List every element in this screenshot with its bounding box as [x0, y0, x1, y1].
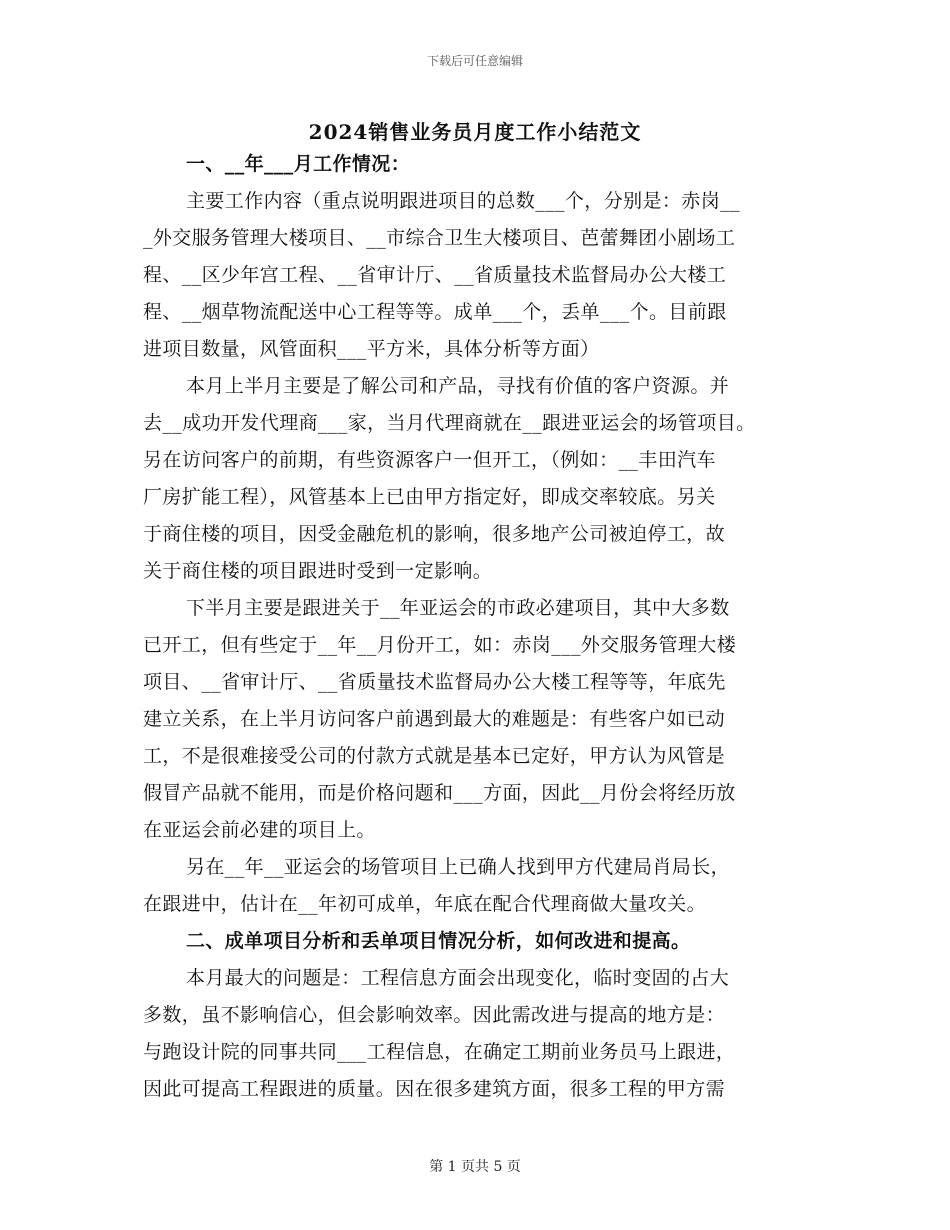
body-text-line: 于商住楼的项目，因受金融危机的影响，很多地产公司被迫停工，故	[143, 523, 726, 545]
body-text-line: 另在访问客户的前期，有些资源客户一但开工，（例如：__丰田汽车	[143, 449, 716, 471]
body-text-line: 工，不是很难接受公司的付款方式就是基本已定好，甲方认为风管是	[143, 745, 726, 767]
section-heading: 一、__年___月工作情况：	[186, 153, 411, 175]
body-text-line: 程、__烟草物流配送中心工程等等。成单___个，丢单___个。目前跟	[143, 301, 727, 323]
body-text-line: 多数，虽不影响信心，但会影响效率。因此需改进与提高的地方是：	[143, 1004, 726, 1026]
body-text-line: 项目、__省审计厅、__省质量技术监督局办公大楼工程等等，年底先	[143, 671, 726, 693]
body-text-line: _外交服务管理大楼项目、__市综合卫生大楼项目、芭蕾舞团小剧场工	[143, 227, 736, 249]
body-text-line: 程、__区少年宫工程、__省审计厅、__省质量技术监督局办公大楼工	[143, 264, 727, 286]
body-text-line: 主要工作内容（重点说明跟进项目的总数___个，分别是：赤岗__	[186, 190, 740, 212]
body-text-line: 已开工，但有些定于__年__月份开工，如：赤岗___外交服务管理大楼	[143, 634, 737, 656]
body-text-line: 厂房扩能工程），风管基本上已由甲方指定好，即成交率较底。另关	[143, 486, 716, 508]
body-text-line: 另在__年__亚运会的场管项目上已确人找到甲方代建局肖局长，	[186, 856, 731, 878]
document-body	[143, 146, 819, 1108]
body-text-line: 建立关系，在上半月访问客户前遇到最大的难题是：有些客户如已动	[143, 708, 726, 730]
body-text-line: 下半月主要是跟进关于__年亚运会的市政必建项目，其中大多数	[186, 597, 730, 619]
body-text-line: 进项目数量，风管面积___平方米，具体分析等方面）	[143, 338, 600, 360]
body-text-line: 因此可提高工程跟进的质量。因在很多建筑方面，很多工程的甲方需	[143, 1078, 726, 1100]
body-text-line: 关于商住楼的项目跟进时受到一定影响。	[143, 560, 493, 582]
section-heading: 二、成单项目分析和丢单项目情况分析，如何改进和提高。	[186, 930, 691, 952]
body-text-line: 本月上半月主要是了解公司和产品，寻找有价值的客户资源。并	[186, 375, 730, 397]
body-text-line: 本月最大的问题是：工程信息方面会出现变化，临时变固的占大	[186, 967, 730, 989]
body-text-line: 与跑设计院的同事共同___工程信息，在确定工期前业务员马上跟进，	[143, 1041, 736, 1063]
body-text-line: 去__成功开发代理商___家，当月代理商就在__跟进亚运会的场管项目。	[143, 412, 756, 434]
document-title: 2024销售业务员月度工作小结范文	[308, 120, 642, 144]
body-text-line: 假冒产品就不能用，而是价格问题和___方面，因此__月份会将经历放	[143, 782, 736, 804]
page-header-note: 下载后可任意编辑	[426, 54, 523, 68]
body-text-line: 在亚运会前必建的项目上。	[143, 819, 376, 841]
body-text-line: 在跟进中，估计在__年初可成单，年底在配合代理商做大量攻关。	[143, 893, 707, 915]
page-number: 第 1 页共 5 页	[429, 1159, 521, 1175]
